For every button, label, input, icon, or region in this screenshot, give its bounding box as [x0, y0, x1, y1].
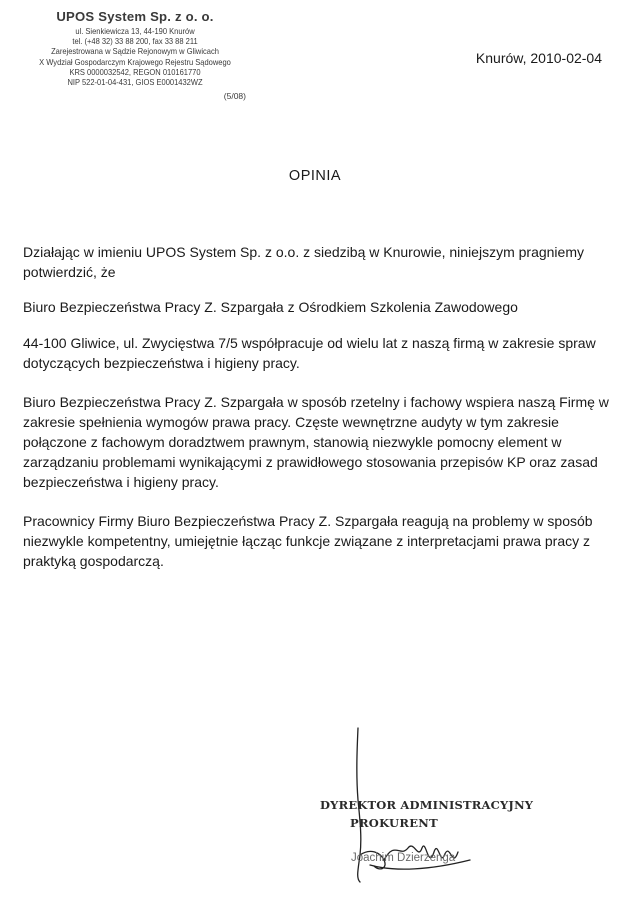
- paragraph-support: Biuro Bezpieczeństwa Pracy Z. Szpargała w sposób rzetelny i fachowy wspiera naszą Firmę w zakresie spełnienia wymogów prawa pracy. Częste wewnętrzne audyty w tym zakresie połączone z fachowym doradztwem prawnym, stanowią niezwykle pomocny element w zarządzaniu problemami wynikającymi z prawidłowego stosowania przepisów KP oraz zasad bezpieczeństwa i higieny pracy.: [23, 394, 609, 490]
- stamp-phone: tel. (+48 32) 33 88 200, fax 33 88 211: [72, 37, 198, 47]
- stamp-nip: NIP 522-01-04-431, GIOS E0001432WZ: [67, 78, 203, 88]
- signature-title: DYREKTOR ADMINISTRACYJNY: [320, 798, 534, 812]
- signature-name: Joachim Dzierzenga: [351, 852, 456, 864]
- paragraph-address: 44-100 Gliwice, ul. Zwycięstwa 7/5 współpracuje od wielu lat z naszą firmą w zakresie spraw dotyczących bezpieczeństwa i higieny pracy.: [23, 335, 596, 371]
- stamp-address: ul. Sienkiewicza 13, 44-190 Knurów: [75, 27, 195, 36]
- signature-block: [300, 720, 534, 895]
- letter-body: [23, 242, 613, 571]
- signature-role: PROKURENT: [350, 816, 438, 830]
- stamp-register: X Wydział Gospodarczym Krajowego Rejestru Sądowego: [39, 57, 231, 67]
- stamp-krs: KRS 0000032542, REGON 010161770: [69, 67, 201, 77]
- company-stamp: [30, 10, 246, 101]
- document-title: OPINIA: [288, 168, 342, 184]
- stamp-ref: (5/08): [223, 91, 246, 101]
- paragraph-staff: Pracownicy Firmy Biuro Bezpieczeństwa Pracy Z. Szpargała reagują na problemy w sposób niezwykle kompetentny, umiejętnie łącząc funkcje związane z interpretacjami prawa pracy z praktyką gospodarczą.: [23, 513, 593, 569]
- stamp-company-name: UPOS System Sp. z o. o.: [56, 10, 214, 24]
- paragraph-company: Biuro Bezpieczeństwa Pracy Z. Szpargała z Ośrodkiem Szkolenia Zawodowego: [23, 299, 518, 315]
- stamp-court: Zarejestrowana w Sądzie Rejonowym w Gliwicach: [51, 47, 219, 57]
- paragraph-intro: Działając w imieniu UPOS System Sp. z o.o. z siedzibą w Knurowie, niniejszym pragniemy potwierdzić, że: [23, 244, 584, 280]
- letter-date: Knurów, 2010-02-04: [475, 50, 602, 66]
